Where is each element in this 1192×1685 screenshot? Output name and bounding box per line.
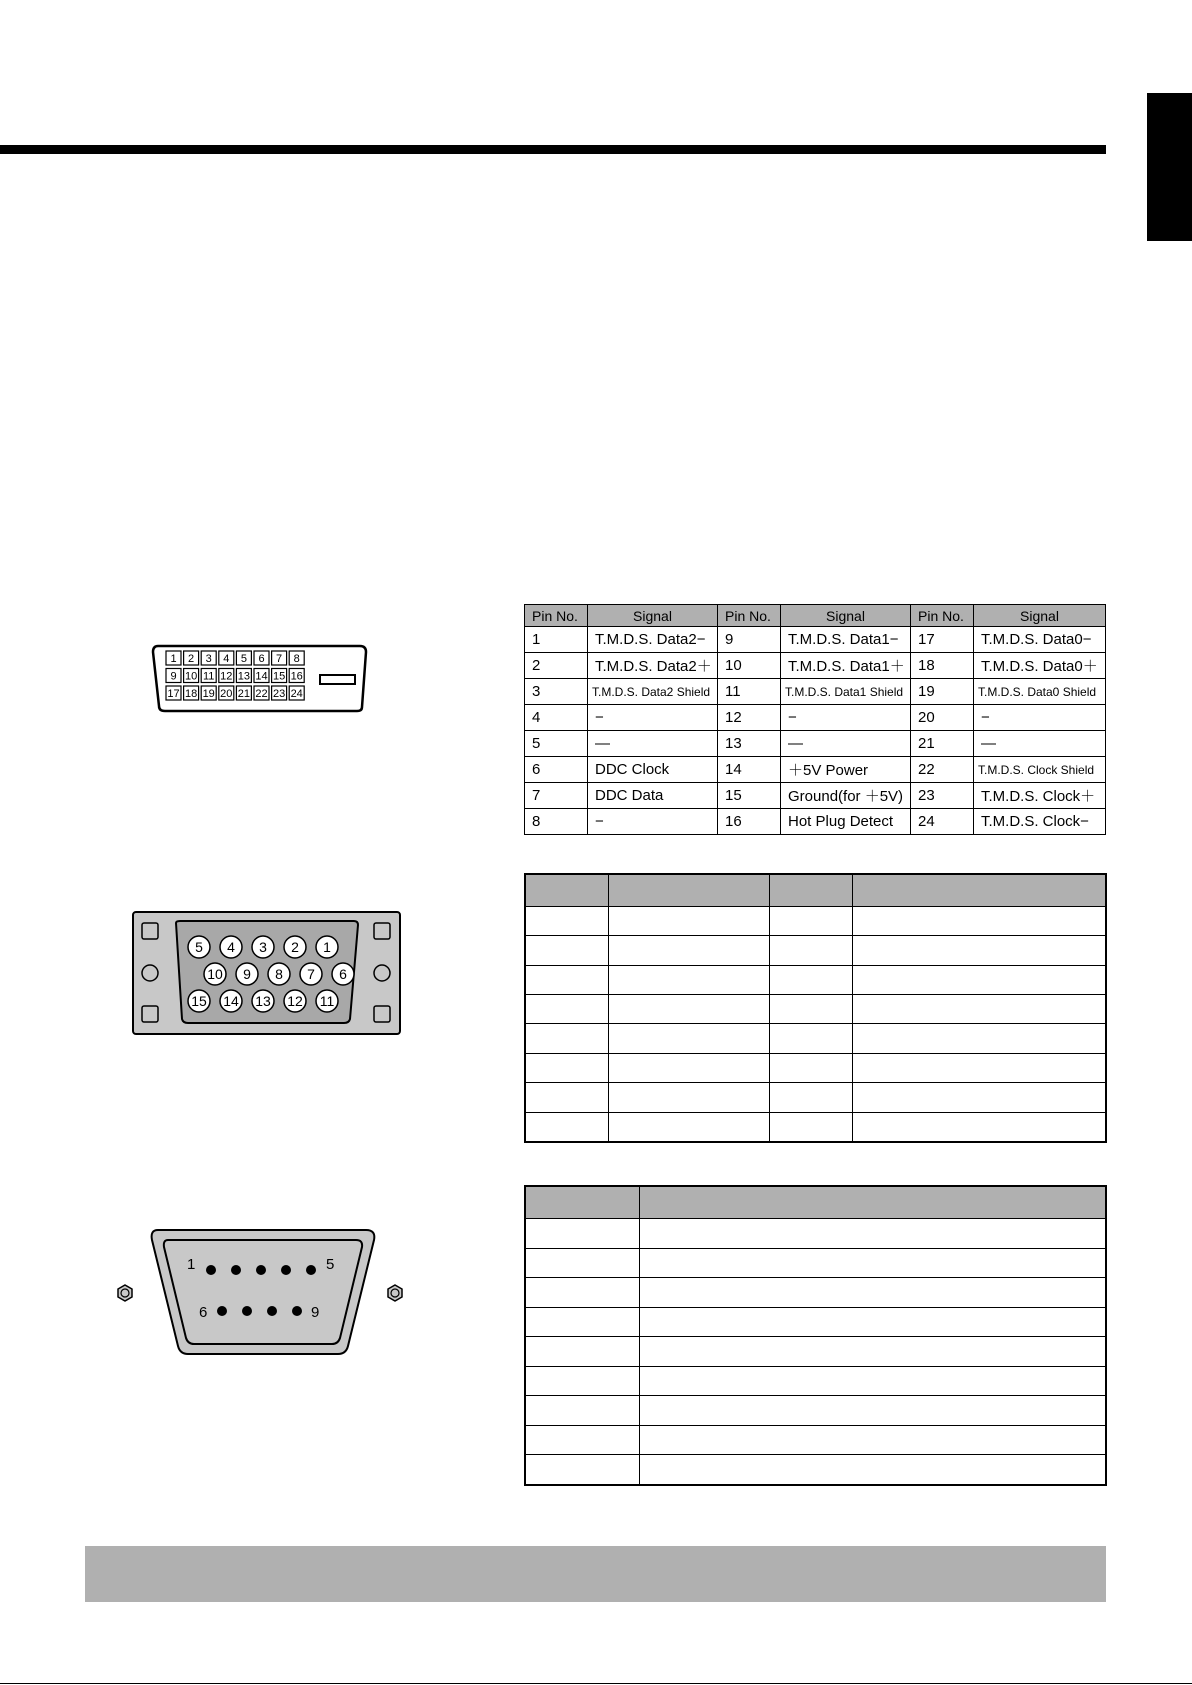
signal-cell: ＋5V Power [781,757,911,783]
table-row [525,705,1106,731]
signal-cell: Ground(for ＋5V) [781,783,911,809]
dvi-pin-label: 7 [276,653,283,665]
dvi-pin-label: 23 [272,688,286,700]
vga-connector-diagram [132,911,402,1036]
table-cell [525,1278,639,1308]
table-cell [852,936,1106,965]
vga-pin-label: 14 [223,993,239,1009]
signal-cell: − [588,705,718,731]
vga-table-header [525,874,1106,907]
table-cell [525,1112,608,1142]
header-signal: Signal [781,605,911,627]
vga-pin-label: 12 [287,993,303,1009]
table-cell [639,1278,1106,1308]
table-cell [852,965,1106,994]
table-cell [608,965,769,994]
pin-number-cell: 23 [911,783,974,809]
table-cell [852,1112,1106,1142]
vga-pin-label: 11 [319,993,335,1009]
dvi-pin-label: 8 [293,653,300,665]
table-cell [639,1248,1106,1278]
table-row [525,809,1106,835]
table-row [525,1366,1106,1396]
table-cell [769,1112,852,1142]
dvi-pin-label: 5 [240,653,247,665]
table-cell [525,1083,608,1112]
signal-cell: T.M.D.S. Clock− [974,809,1106,835]
dvi-pin-label: 4 [223,653,230,665]
table-cell [608,1083,769,1112]
dvi-pin-label: 22 [255,688,268,700]
table-row [525,1053,1106,1082]
rs-table-header [525,1186,1106,1219]
table-cell [639,1337,1106,1367]
dvi-pin-label: 14 [255,670,268,683]
header-rule [0,145,1106,154]
dvi-pin-label: 21 [237,688,251,700]
dvi-pin-label: 17 [167,688,180,700]
dvi-pin-label: 3 [205,653,212,665]
table-row [525,1307,1106,1337]
signal-cell: T.M.D.S. Data1− [781,627,911,653]
dvi-pin-label: 18 [184,688,198,700]
signal-cell: − [974,705,1106,731]
table-cell [639,1219,1106,1249]
signal-cell: — [974,731,1106,757]
table-cell [769,965,852,994]
signal-cell: T.M.D.S. Clock＋ [974,783,1106,809]
table-cell [639,1425,1106,1455]
signal-cell: T.M.D.S. Data0 Shield [974,679,1106,705]
vga-pin-label: 9 [243,966,251,982]
rs-pin-label: 6 [199,1304,208,1321]
rs232c-connector-diagram [112,1228,412,1358]
pin-number-cell: 3 [525,679,588,705]
table-cell [639,1366,1106,1396]
vga-pin-label: 1 [323,939,331,955]
pin-number-cell: 8 [525,809,588,835]
vga-pin-label: 15 [191,993,207,1009]
table-cell [852,1083,1106,1112]
signal-cell: Hot Plug Detect [781,809,911,835]
table-row [525,627,1106,653]
table-cell [525,1219,639,1249]
signal-cell: T.M.D.S. Clock Shield [974,757,1106,783]
pin-number-cell: 1 [525,627,588,653]
table-cell [852,1053,1106,1082]
table-row [525,757,1106,783]
dvi-pin-label: 12 [220,670,233,683]
pin-number-cell: 13 [718,731,781,757]
table-cell [608,995,769,1024]
pin-number-cell: 20 [911,705,974,731]
dvi-pin-label: 10 [184,670,198,683]
dvi-pin-label: 15 [272,670,286,683]
table-row [525,1455,1106,1485]
vga-pin-label: 10 [207,966,223,982]
footer-rule [0,1683,1192,1684]
table-row [525,679,1106,705]
table-row [525,1112,1106,1142]
dvi-pin-table [524,604,1106,835]
dvi-pin-label: 16 [290,670,303,683]
table-row [525,783,1106,809]
pin-number-cell: 12 [718,705,781,731]
table-cell [769,1053,852,1082]
pin-number-cell: 16 [718,809,781,835]
dvi-pin-label: 20 [220,688,233,700]
table-cell [639,1455,1106,1485]
pin-number-cell: 15 [718,783,781,809]
signal-cell: T.M.D.S. Data2 Shield [588,679,718,705]
table-cell [525,1425,639,1455]
vga-pin-label: 2 [291,939,299,955]
signal-cell: T.M.D.S. Data2＋ [588,653,718,679]
rs232c-pin-table [524,1185,1107,1486]
dvi-pin-label: 19 [202,688,215,700]
pin-number-cell: 14 [718,757,781,783]
signal-cell: − [781,705,911,731]
table-cell [525,995,608,1024]
pin-number-cell: 21 [911,731,974,757]
table-cell [769,1024,852,1053]
table-row [525,1024,1106,1053]
pin-number-cell: 6 [525,757,588,783]
header-pin-no: Pin No. [525,605,588,627]
table-cell [525,1053,608,1082]
table-cell [608,907,769,936]
table-cell [525,1307,639,1337]
pin-number-cell: 17 [911,627,974,653]
pin-number-cell: 19 [911,679,974,705]
dvi-connector-diagram [150,643,372,713]
table-row [525,1083,1106,1112]
table-cell [525,1248,639,1278]
signal-cell: T.M.D.S. Data0− [974,627,1106,653]
vga-pin-table [524,873,1107,1143]
signal-cell: T.M.D.S. Data2− [588,627,718,653]
table-row [525,1278,1106,1308]
header-signal: Signal [588,605,718,627]
dvi-pin-label: 11 [202,670,215,683]
signal-cell: T.M.D.S. Data1 Shield [781,679,911,705]
header-pin-no: Pin No. [911,605,974,627]
rs-pin-label: 9 [311,1304,320,1321]
pin-number-cell: 4 [525,705,588,731]
table-row [525,1219,1106,1249]
table-cell [769,995,852,1024]
vga-pin-label: 4 [227,939,235,955]
dvi-pin-label: 24 [290,688,303,700]
table-row [525,1396,1106,1426]
table-cell [525,907,608,936]
dvi-pin-label: 6 [258,653,265,665]
table-cell [525,1024,608,1053]
table-row [525,1337,1106,1367]
table-row [525,1248,1106,1278]
dvi-table-header [525,605,1106,627]
pin-number-cell: 18 [911,653,974,679]
table-cell [852,1024,1106,1053]
header-pin-no: Pin No. [718,605,781,627]
pin-number-cell: 7 [525,783,588,809]
vga-pin-label: 5 [195,939,203,955]
table-cell [525,965,608,994]
table-cell [608,1112,769,1142]
table-cell [769,1083,852,1112]
dvi-pin-label: 2 [188,653,195,665]
pin-number-cell: 2 [525,653,588,679]
signal-cell: — [781,731,911,757]
dvi-pin-label: 1 [170,653,177,665]
pin-number-cell: 11 [718,679,781,705]
table-cell [525,936,608,965]
signal-cell: DDC Data [588,783,718,809]
table-cell [608,1024,769,1053]
dvi-pin-label: 9 [170,670,177,683]
rs-pin-label: 1 [187,1256,196,1273]
table-row [525,965,1106,994]
table-row [525,731,1106,757]
signal-cell: — [588,731,718,757]
rs-pin-label: 5 [326,1256,335,1273]
signal-cell: DDC Clock [588,757,718,783]
table-cell [769,936,852,965]
table-row [525,907,1106,936]
vga-pin-label: 3 [259,939,267,955]
signal-cell: T.M.D.S. Data1＋ [781,653,911,679]
vga-pin-label: 13 [255,993,271,1009]
vga-pin-label: 7 [307,966,315,982]
table-cell [525,1366,639,1396]
table-cell [608,936,769,965]
table-row [525,653,1106,679]
table-row [525,936,1106,965]
table-cell [852,995,1106,1024]
table-cell [525,1396,639,1426]
pin-number-cell: 9 [718,627,781,653]
language-side-tab [1147,93,1192,241]
table-row [525,995,1106,1024]
signal-cell: − [588,809,718,835]
pin-number-cell: 24 [911,809,974,835]
table-cell [769,907,852,936]
table-cell [639,1396,1106,1426]
vga-pin-label: 8 [275,966,283,982]
vga-pin-label: 6 [339,966,347,982]
table-cell [852,907,1106,936]
table-cell [608,1053,769,1082]
dvi-pin-label: 13 [237,670,251,683]
table-row [525,1425,1106,1455]
pin-number-cell: 22 [911,757,974,783]
pin-number-cell: 5 [525,731,588,757]
signal-cell: T.M.D.S. Data0＋ [974,653,1106,679]
table-cell [639,1307,1106,1337]
header-signal: Signal [974,605,1106,627]
pin-number-cell: 10 [718,653,781,679]
table-cell [525,1455,639,1485]
table-cell [525,1337,639,1367]
footer-note-band [85,1546,1106,1602]
